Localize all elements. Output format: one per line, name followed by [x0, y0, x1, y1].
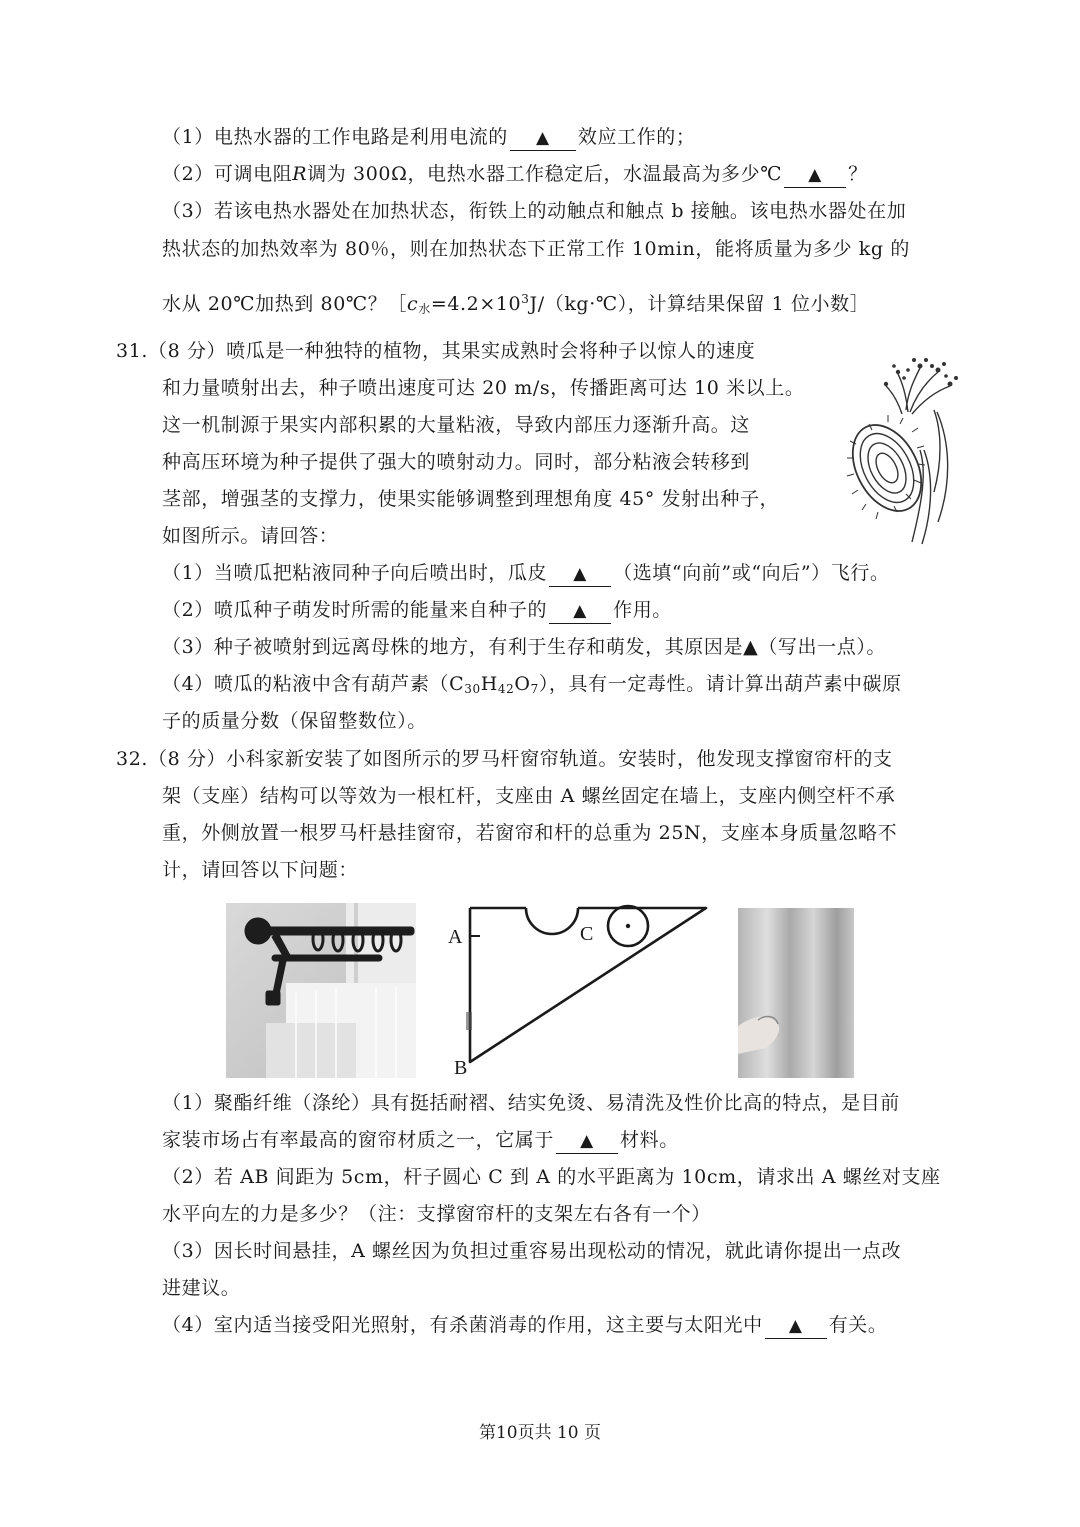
page-number-footer: 第10页共 10 页: [478, 1423, 602, 1443]
q31-stem-line3: 这一机制源于果实内部积累的大量粘液，导致内部压力逐渐升高。这: [162, 414, 751, 436]
q31-part3: （3）种子被喷射到远离母株的地方，有利于生存和萌发，其原因是▲（写出一点）。: [162, 636, 887, 658]
q31-part2: （2）喷瓜种子萌发时所需的能量来自种子的 ▲ 作用。: [162, 595, 962, 625]
q32-part2-line1: （2）若 AB 间距为 5cm，杆子圆心 C 到 A 的水平距离为 10cm，请求出 A 螺丝对支座: [162, 1166, 941, 1188]
q31-part4-line1: （4）喷瓜的粘液中含有葫芦素$(C_{30}H_{42}O_7)$，具有一定毒性。请计算出葫芦素中碳原: [162, 673, 902, 696]
q30-part3-line3: 水从 20℃加热到 80℃？$[c_水=4.2\times 10^3J/(kg\cdot℃)$，计算结果保留 1 位小数］: [162, 292, 870, 316]
q32-part2-line2: 水平向左的力是多少？（注：支撑窗帘杆的支架左右各有一个）: [162, 1203, 711, 1225]
q30-part3-line2: 热状态的加热效率为 80％，则在加热状态下正常工作 10min，能将质量为多少 kg 的: [162, 238, 910, 260]
curtain-rod-photo: [226, 903, 416, 1078]
answer-blank[interactable]: ▲: [549, 599, 611, 624]
screw-b-mark: [466, 1012, 472, 1030]
q30-part3-line1: （3）若该电热水器处在加热状态，衔铁上的动触点和触点 b 接触。该电热水器处在加: [162, 200, 907, 222]
q32-part1-line1: （1）聚酯纤维（涤纶）具有挺括耐褶、结实免烫、易清洗及性价比高的特点，是目前: [162, 1092, 900, 1114]
label-b: B: [454, 1057, 468, 1079]
q31-stem-line4: 种高压环境为种子提供了强大的喷射动力。同时，部分粘液会转移到: [162, 451, 751, 473]
answer-blank[interactable]: ▲: [510, 126, 576, 151]
q30-part2: （2）可调电阻R调为 300Ω，电热水器工作稳定后，水温最高为多少℃ ▲ ？: [162, 159, 962, 189]
squirting-cucumber-figure: [842, 352, 967, 547]
bracket-lever-diagram: [440, 898, 710, 1080]
q32-part4: （4）室内适当接受阳光照射，有杀菌消毒的作用，这主要与太阳光中 ▲ 有关。: [162, 1310, 962, 1340]
q31-stem-line1: 31.（8 分）喷瓜是一种独特的植物，其果实成熟时会将种子以惊人的速度: [116, 340, 756, 362]
curtain-fabric-photo: [738, 908, 854, 1078]
q31-part4-line2: 子的质量分数（保留整数位）。: [162, 710, 427, 732]
q32-stem-line1: 32.（8 分）小科家新安装了如图所示的罗马杆窗帘轨道。安装时，他发现支撑窗帘杆的支: [116, 748, 893, 770]
label-c: C: [580, 923, 594, 945]
q32-part3-line1: （3）因长时间悬挂，A 螺丝因为负担过重容易出现松动的情况，就此请你提出一点改: [162, 1240, 902, 1262]
answer-blank[interactable]: ▲: [765, 1314, 827, 1339]
q32-stem-line3: 重，外侧放置一根罗马杆悬挂窗帘，若窗帘和杆的总重为 25N，支座本身质量忽略不: [162, 822, 898, 844]
answer-mark[interactable]: ▲: [743, 636, 759, 658]
answer-blank[interactable]: ▲: [556, 1129, 618, 1154]
label-a: A: [448, 926, 463, 948]
q32-part3-line2: 进建议。: [162, 1277, 241, 1299]
q32-stem-line2: 架（支座）结构可以等效为一根杠杆，支座由 A 螺丝固定在墙上，支座内侧空杆不承: [162, 785, 896, 807]
answer-blank[interactable]: ▲: [549, 562, 611, 587]
q31-stem-line2: 和力量喷射出去，种子喷出速度可达 20 m/s，传播距离可达 10 米以上。: [162, 377, 805, 399]
q32-stem-line4: 计，请回答以下问题：: [162, 859, 359, 881]
q31-stem-line6: 如图所示。请回答：: [162, 525, 339, 547]
q30-part1: （1）电热水器的工作电路是利用电流的 ▲ 效应工作的；: [162, 122, 962, 152]
q32-part1-line2: 家装市场占有率最高的窗帘材质之一，它属于 ▲ 材料。: [162, 1125, 962, 1155]
q31-part1: （1）当喷瓜把粘液同种子向后喷出时，瓜皮 ▲ （选填“向前”或“向后”）飞行。: [162, 558, 962, 588]
answer-blank[interactable]: ▲: [784, 163, 846, 188]
q31-stem-line5: 茎部，增强茎的支撑力，使果实能够调整到理想角度 45° 发射出种子，: [162, 488, 780, 510]
